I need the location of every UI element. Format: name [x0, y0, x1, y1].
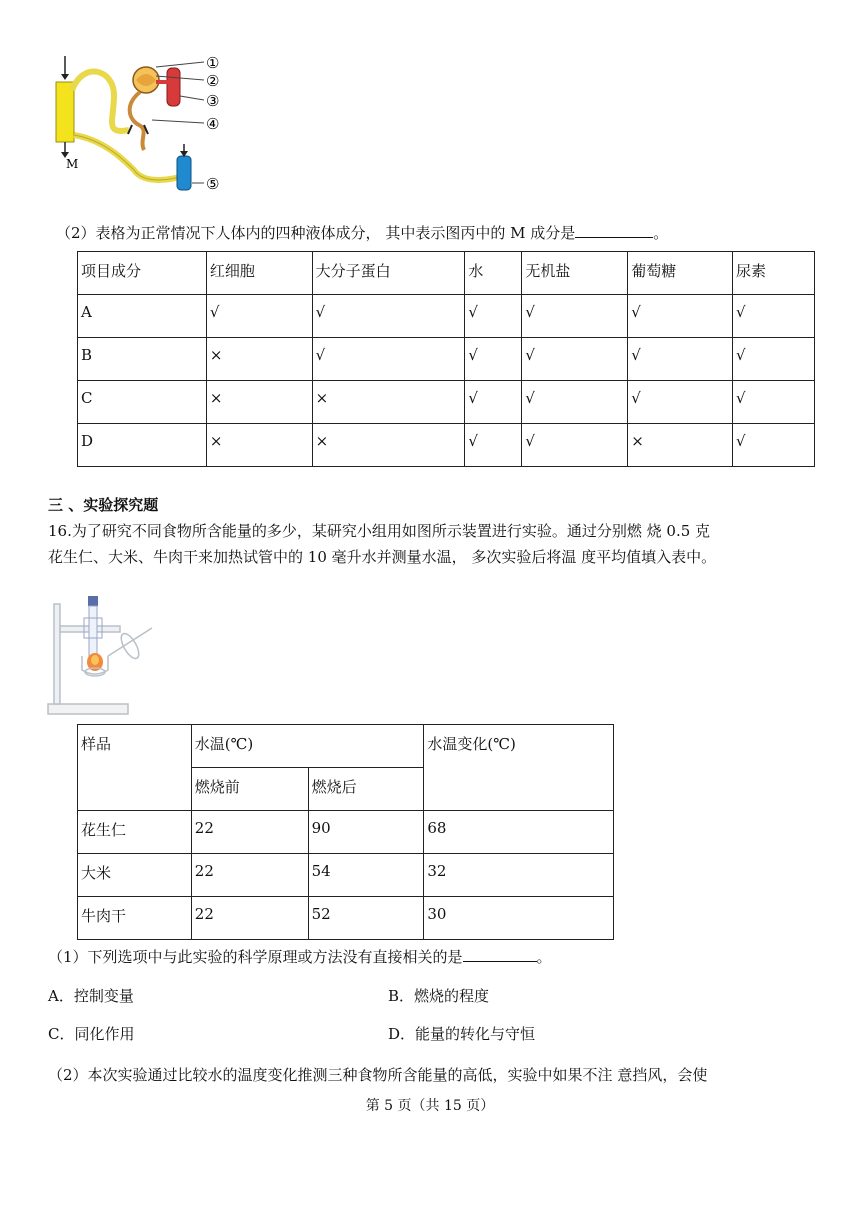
- header-cell: 项目成分: [78, 252, 207, 295]
- table-row: [78, 338, 815, 381]
- nephron-diagram: [44, 50, 234, 200]
- table-cell: B: [78, 338, 207, 381]
- header-cell: 红细胞: [206, 252, 312, 295]
- table-cell: ×: [206, 424, 312, 467]
- header-cell: 尿素: [733, 252, 815, 295]
- water-temperature-table: [77, 724, 614, 940]
- table-row: [78, 811, 614, 854]
- table-cell: 54: [308, 854, 424, 897]
- table-cell: √: [465, 295, 522, 338]
- table-row: [78, 897, 614, 940]
- table-header-row: [78, 252, 815, 295]
- header-sample: 样品: [78, 725, 192, 811]
- marker-3: ③: [206, 92, 220, 110]
- table-cell: √: [312, 338, 465, 381]
- fluid-composition-table: [77, 251, 815, 467]
- table-cell: √: [465, 381, 522, 424]
- table-cell: D: [78, 424, 207, 467]
- section-title: 三 、实验探究题: [48, 496, 159, 514]
- header-temp-change: 水温变化(℃): [424, 725, 614, 811]
- header-before: 燃烧前: [191, 768, 308, 811]
- table-cell: 22: [191, 854, 308, 897]
- option-d[interactable]: D．能量的转化与守恒: [388, 1025, 536, 1043]
- header-cell: 无机盐: [522, 252, 628, 295]
- table-row: [78, 854, 614, 897]
- question-16-1-text: （1）下列选项中与此实验的科学原理或方法没有直接相关的是 。: [48, 948, 552, 966]
- table-cell: √: [312, 295, 465, 338]
- label-m: M: [66, 157, 79, 171]
- question-16-2-text: （2）本次实验通过比较水的温度变化推测三种食物所含能量的高低，实验中如果不注 意挡风，会使: [48, 1066, 708, 1084]
- table-cell: ×: [312, 424, 465, 467]
- header-cell: 水: [465, 252, 522, 295]
- option-b[interactable]: B．燃烧的程度: [388, 987, 490, 1005]
- header-cell: 大分子蛋白: [312, 252, 465, 295]
- question-16-line-1: 16.为了研究不同食物所含能量的多少，某研究小组用如图所示装置进行实验。通过分别燃 烧 0.5 克: [48, 522, 711, 540]
- table-cell: √: [733, 381, 815, 424]
- table-cell: √: [522, 381, 628, 424]
- question-2-text: （2）表格为正常情况下人体内的四种液体成分， 其中表示图丙中的 M 成分是 。: [56, 224, 669, 242]
- table-cell: 牛肉干: [78, 897, 192, 940]
- table-cell: √: [628, 295, 733, 338]
- table-cell: √: [465, 424, 522, 467]
- table-cell: √: [733, 424, 815, 467]
- table-cell: √: [522, 338, 628, 381]
- marker-5: ⑤: [206, 175, 220, 193]
- table-cell: 32: [424, 854, 614, 897]
- table-cell: ×: [312, 381, 465, 424]
- table-cell: 30: [424, 897, 614, 940]
- question-16-line-2: 花生仁、大米、牛肉干来加热试管中的 10 毫升水并测量水温， 多次实验后将温 度平均值填入表中。: [48, 548, 717, 566]
- table-cell: √: [522, 424, 628, 467]
- table-cell: 52: [308, 897, 424, 940]
- page-footer: 第 5 页（共 15 页）: [365, 1098, 495, 1114]
- answer-blank[interactable]: [575, 223, 653, 238]
- table-cell: 22: [191, 897, 308, 940]
- header-water-temp: 水温(℃): [191, 725, 424, 768]
- table-cell: √: [628, 381, 733, 424]
- table-cell: ×: [628, 424, 733, 467]
- table-cell: √: [522, 295, 628, 338]
- table-cell: √: [628, 338, 733, 381]
- table-cell: √: [465, 338, 522, 381]
- table-cell: 68: [424, 811, 614, 854]
- table-cell: 22: [191, 811, 308, 854]
- table-cell: A: [78, 295, 207, 338]
- table-cell: C: [78, 381, 207, 424]
- option-a[interactable]: A．控制变量: [48, 987, 134, 1005]
- table-cell: √: [733, 295, 815, 338]
- option-c[interactable]: C．同化作用: [48, 1025, 135, 1043]
- marker-2: ②: [206, 72, 220, 90]
- table-cell: ×: [206, 338, 312, 381]
- table-row: [78, 381, 815, 424]
- marker-4: ④: [206, 115, 220, 133]
- table-cell: ×: [206, 381, 312, 424]
- answer-blank[interactable]: [463, 947, 537, 962]
- table-cell: √: [733, 338, 815, 381]
- table-cell: 大米: [78, 854, 192, 897]
- table-row: [78, 295, 815, 338]
- burning-apparatus-diagram: [44, 586, 164, 720]
- table-cell: √: [206, 295, 312, 338]
- table-cell: 90: [308, 811, 424, 854]
- table-row: [78, 424, 815, 467]
- header-after: 燃烧后: [308, 768, 424, 811]
- table-cell: 花生仁: [78, 811, 192, 854]
- header-cell: 葡萄糖: [628, 252, 733, 295]
- marker-1: ①: [206, 54, 220, 72]
